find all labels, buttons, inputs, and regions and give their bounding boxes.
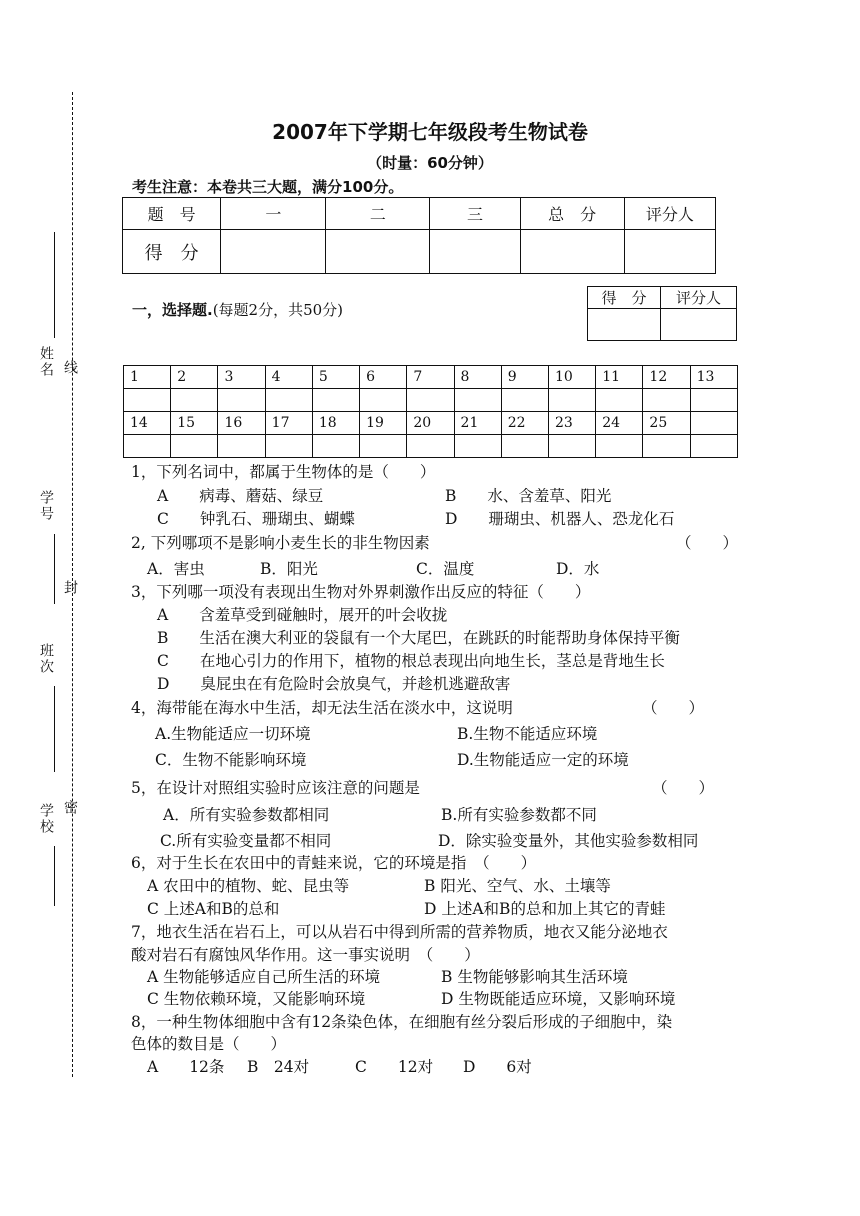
answer-number: 15 — [171, 412, 218, 435]
answer-number: 3 — [218, 366, 265, 389]
option: A 12条 — [147, 1058, 225, 1076]
option: B 水、含羞草、阳光 — [445, 487, 612, 505]
answer-number: 12 — [643, 366, 690, 389]
question-6: 6，对于生长在农田中的青蛙来说，它的环境是指 （ ） — [131, 854, 537, 872]
score-header-cell: 总 分 — [520, 198, 624, 230]
answer-paren: （ ） — [642, 699, 705, 717]
answer-number: 13 — [690, 366, 737, 389]
answer-cell[interactable] — [548, 435, 595, 458]
option: D.生物能适应一定的环境 — [457, 751, 629, 769]
answer-number: 9 — [501, 366, 548, 389]
answer-number: 22 — [501, 412, 548, 435]
option: D．水 — [556, 560, 600, 578]
option: D．除实验变量外，其他实验参数相同 — [438, 832, 699, 850]
answer-cell[interactable] — [548, 389, 595, 412]
answer-number: 20 — [407, 412, 454, 435]
side-label-feng: 封 — [62, 580, 78, 596]
question-1: 1，下列名词中，都属于生物体的是（ ） — [131, 463, 436, 481]
section1-note: (每题2分，共50分) — [212, 301, 344, 319]
question-3: 3，下列哪一项没有表现出生物对外界刺激作出反应的特征（ ） — [131, 583, 591, 601]
answer-number — [690, 412, 737, 435]
answer-number: 24 — [596, 412, 643, 435]
exam-time: （时量：60分钟） — [367, 154, 493, 172]
option: C 钟乳石、珊瑚虫、蝴蝶 — [157, 510, 355, 528]
option: D 臭屁虫在有危险时会放臭气，并趁机逃避敌害 — [157, 675, 511, 693]
answer-cell[interactable] — [265, 435, 312, 458]
answer-cell[interactable] — [596, 435, 643, 458]
answer-number: 19 — [360, 412, 407, 435]
answer-number: 11 — [596, 366, 643, 389]
section1-score-table — [587, 286, 737, 341]
option: C 上述A和B的总和 — [147, 900, 280, 918]
answer-number: 23 — [548, 412, 595, 435]
answer-grid — [123, 365, 738, 458]
number-blank-line — [54, 534, 55, 604]
answer-cell[interactable] — [218, 389, 265, 412]
option: D 6对 — [463, 1058, 532, 1076]
score-input-cell[interactable] — [326, 230, 430, 274]
section1-grader-header: 评分人 — [661, 287, 737, 309]
answer-number: 6 — [360, 366, 407, 389]
answer-cell[interactable] — [596, 389, 643, 412]
question-5: 5，在设计对照组实验时应该注意的问题是 — [131, 779, 420, 797]
question-8: 8，一种生物体细胞中含有12条染色体，在细胞有丝分裂后形成的子细胞中，染 — [131, 1013, 673, 1031]
answer-number: 18 — [312, 412, 359, 435]
score-header-cell: 三 — [430, 198, 520, 230]
answer-cell[interactable] — [501, 389, 548, 412]
score-row-label: 得 分 — [123, 230, 221, 274]
option: A 生物能够适应自己所生活的环境 — [147, 968, 381, 986]
question-4: 4，海带能在海水中生活，却无法生活在淡水中，这说明 — [131, 699, 513, 717]
question-7-cont: 酸对岩石有腐蚀风华作用。这一事实说明 （ ） — [131, 946, 480, 964]
question-2: 2, 下列哪项不是影响小麦生长的非生物因素 — [131, 534, 430, 552]
option: B.所有实验参数都不同 — [441, 806, 597, 824]
option: C 在地心引力的作用下，植物的根总表现出向地生长，茎总是背地生长 — [157, 652, 665, 670]
score-input-cell[interactable] — [624, 230, 715, 274]
answer-cell[interactable] — [265, 389, 312, 412]
option: A 病毒、蘑菇、绿豆 — [157, 487, 324, 505]
side-label-class: 班次 — [38, 643, 54, 675]
answer-cell[interactable] — [407, 435, 454, 458]
answer-cell[interactable] — [312, 435, 359, 458]
answer-number: 2 — [171, 366, 218, 389]
answer-number: 10 — [548, 366, 595, 389]
option: B.生物不能适应环境 — [457, 725, 598, 743]
option: D 上述A和B的总和加上其它的青蛙 — [424, 900, 666, 918]
answer-paren: （ ） — [652, 779, 715, 797]
option: D 珊瑚虫、机器人、恐龙化石 — [445, 510, 675, 528]
answer-cell[interactable] — [643, 389, 690, 412]
answer-cell[interactable] — [360, 435, 407, 458]
section1-score-input[interactable] — [588, 309, 661, 341]
question-7: 7，地衣生活在岩石上，可以从岩石中得到所需的营养物质，地衣又能分泌地衣 — [131, 923, 668, 941]
side-label-number: 学号 — [38, 490, 54, 522]
score-input-cell[interactable] — [520, 230, 624, 274]
answer-cell[interactable] — [312, 389, 359, 412]
answer-cell[interactable] — [218, 435, 265, 458]
exam-notice: 考生注意：本卷共三大题，满分100分。 — [132, 178, 404, 196]
option: B．阳光 — [260, 560, 318, 578]
answer-cell[interactable] — [124, 389, 171, 412]
answer-number: 1 — [124, 366, 171, 389]
option: A．所有实验参数都相同 — [163, 806, 330, 824]
answer-cell[interactable] — [360, 389, 407, 412]
answer-cell[interactable] — [407, 389, 454, 412]
option: A 农田中的植物、蛇、昆虫等 — [147, 877, 350, 895]
section1-score-header: 得 分 — [588, 287, 661, 309]
answer-number: 21 — [454, 412, 501, 435]
answer-cell[interactable] — [643, 435, 690, 458]
section1-heading — [132, 299, 343, 320]
answer-cell[interactable] — [454, 389, 501, 412]
answer-number: 16 — [218, 412, 265, 435]
answer-number: 4 — [265, 366, 312, 389]
answer-cell[interactable] — [124, 435, 171, 458]
answer-cell[interactable] — [501, 435, 548, 458]
option: A．害虫 — [147, 560, 205, 578]
exam-title: 2007年下学期七年级段考生物试卷 — [272, 120, 588, 144]
answer-number: 5 — [312, 366, 359, 389]
option: C 12对 — [355, 1058, 434, 1076]
option: B 阳光、空气、水、土壤等 — [424, 877, 611, 895]
side-label-school: 学校 — [38, 803, 54, 835]
answer-number: 14 — [124, 412, 171, 435]
class-blank-line — [54, 686, 55, 772]
answer-number: 7 — [407, 366, 454, 389]
answer-number: 8 — [454, 366, 501, 389]
option: C．生物不能影响环境 — [155, 751, 307, 769]
name-blank-line — [54, 232, 55, 338]
answer-cell[interactable] — [454, 435, 501, 458]
answer-number: 17 — [265, 412, 312, 435]
score-header-cell: 二 — [326, 198, 430, 230]
option: A.生物能适应一切环境 — [155, 725, 311, 743]
option: B 生物能够影响其生活环境 — [441, 968, 628, 986]
answer-paren: （ ） — [676, 534, 739, 552]
school-blank-line — [54, 846, 55, 906]
answer-cell[interactable] — [171, 435, 218, 458]
answer-cell[interactable] — [171, 389, 218, 412]
side-label-xian: 线 — [62, 360, 78, 376]
score-header-cell: 评分人 — [624, 198, 715, 230]
answer-number: 25 — [643, 412, 690, 435]
score-input-cell[interactable] — [221, 230, 326, 274]
option: C.所有实验变量都不相同 — [160, 832, 332, 850]
question-8-cont: 色体的数目是（ ） — [131, 1035, 287, 1053]
option: C．温度 — [416, 560, 475, 578]
score-header-cell: 一 — [221, 198, 326, 230]
score-input-cell[interactable] — [430, 230, 520, 274]
option: C 生物依赖环境，又能影响环境 — [147, 990, 366, 1008]
answer-cell[interactable] — [690, 435, 737, 458]
option: D 生物既能适应环境，又影响环境 — [441, 990, 676, 1008]
answer-cell[interactable] — [690, 389, 737, 412]
side-label-mi: 密 — [62, 800, 78, 816]
score-table — [122, 197, 716, 274]
section1-grader-input[interactable] — [661, 309, 737, 341]
option: B 24对 — [247, 1058, 310, 1076]
score-header-cell: 题 号 — [123, 198, 221, 230]
section1-title: 一，选择题. — [132, 301, 213, 319]
option: A 含羞草受到碰触时，展开的叶会收拢 — [157, 606, 448, 624]
side-label-name: 姓名 — [38, 346, 54, 378]
option: B 生活在澳大利亚的袋鼠有一个大尾巴，在跳跃的时能帮助身体保持平衡 — [157, 629, 680, 647]
